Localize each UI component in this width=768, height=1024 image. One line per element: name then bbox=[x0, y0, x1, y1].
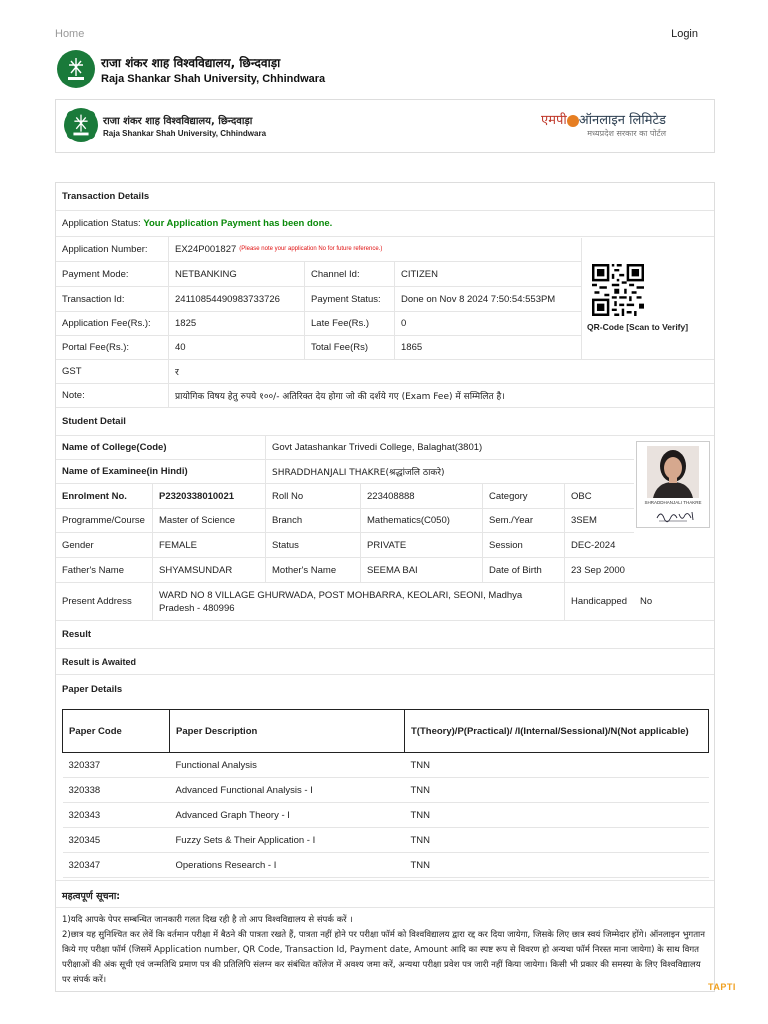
gst-row bbox=[56, 360, 714, 384]
table-row bbox=[63, 853, 709, 878]
receipt-header bbox=[55, 99, 715, 153]
college-row bbox=[56, 436, 634, 460]
qr-code-icon[interactable] bbox=[592, 264, 644, 316]
paper-code: 320343 bbox=[63, 803, 170, 828]
paper-type: TNN bbox=[405, 853, 709, 878]
top-nav bbox=[55, 28, 713, 42]
receipt-university-english: Raja Shankar Shah University, Chhindwara bbox=[103, 128, 267, 138]
status-value: Your Application Payment has been done. bbox=[143, 218, 333, 229]
application-fee-row bbox=[56, 312, 581, 336]
portal-fee-value: 40 bbox=[168, 336, 186, 359]
app-fee-value: 1825 bbox=[168, 312, 196, 335]
dob-label: Date of Birth bbox=[482, 558, 542, 582]
gender-row bbox=[56, 533, 714, 558]
father-label: Father's Name bbox=[62, 564, 125, 576]
result-heading: Result bbox=[62, 629, 92, 640]
gst-value: र bbox=[168, 360, 179, 383]
login-link[interactable]: Login bbox=[671, 28, 698, 40]
handicapped-value: No bbox=[640, 596, 653, 607]
paper-description: Fuzzy Sets & Their Application - I bbox=[170, 828, 405, 853]
notice-heading: महत्वपूर्ण सूचना: bbox=[62, 890, 121, 902]
late-fee-value: 0 bbox=[394, 312, 406, 335]
txn-id-value: 24110854490983733726 bbox=[168, 287, 280, 311]
col-paper-code: Paper Code bbox=[63, 710, 170, 753]
table-row bbox=[63, 803, 709, 828]
roll-label: Roll No bbox=[265, 484, 303, 508]
receipt-logo-icon bbox=[64, 108, 98, 142]
notice-divider bbox=[56, 880, 714, 881]
notice-text bbox=[62, 913, 708, 988]
examinee-row bbox=[56, 460, 634, 484]
col-paper-description: Paper Description bbox=[170, 710, 405, 753]
portal-fee-label: Portal Fee(Rs.): bbox=[62, 342, 130, 353]
college-label: Name of College(Code) bbox=[62, 442, 167, 453]
qr-code-panel bbox=[581, 238, 714, 360]
session-label: Session bbox=[482, 533, 523, 557]
payment-status-label: Payment Status: bbox=[304, 287, 381, 311]
student-photo-image bbox=[647, 446, 699, 498]
transaction-id-row bbox=[56, 287, 581, 312]
channel-value: CITIZEN bbox=[394, 262, 438, 286]
payment-mode-value: NETBANKING bbox=[168, 262, 237, 286]
receipt-university-hindi: राजा शंकर शाह विश्वविद्यालय, छिन्दवाड़ा bbox=[103, 115, 253, 127]
session-value: DEC-2024 bbox=[564, 533, 615, 557]
paper-code: 320337 bbox=[63, 753, 170, 778]
notice-line-2: 2)छात्र यह सुनिश्चित कर लेवें कि वर्तमान परीक्षा में बैठने की पात्रता रखते हैं, पात्रता नहीं होने पर परीक्षा फॉर्म को विश्वविद्यालय द्वारा रद्द कर दिया जायेगा, जिसके लिए छात्र स्वयं जिम्मेदार होंगे। ऑनलाइन भुगतान किये गए परीक्षा फॉर्म (जिसमें Application number, QR Code, Transaction Id, Payment date, Amount आदि का स्पष्ट रूप से विवरण हो अन्यथा फॉर्म निरस्त माना जायेगा) के साथ विगत परीक्षाओं की अंक सूची एवं जन्मतिथि प्रमाण पत्र की प्रतिलिपि संलग्न कर संबंधित कॉलेज में अवश्य जमा करें, अन्यथा परीक्षा प्रवेश पत्र जारी नहीं किया जायेगा। किसी भी प्रकार की समस्या के लिए विश्वविद्यालय पर संपर्क करें। bbox=[62, 930, 705, 985]
payment-mode-label: Payment Mode: bbox=[62, 268, 129, 280]
gst-label: GST bbox=[62, 366, 82, 377]
transaction-heading: Transaction Details bbox=[62, 191, 150, 202]
paper-code: 320345 bbox=[63, 828, 170, 853]
gender-label: Gender bbox=[62, 539, 94, 551]
portal-fee-row bbox=[56, 336, 581, 360]
address-row bbox=[56, 583, 714, 621]
app-fee-label: Application Fee(Rs.): bbox=[62, 318, 151, 329]
enrolment-row bbox=[56, 484, 634, 509]
paper-code: 320338 bbox=[63, 778, 170, 803]
category-label: Category bbox=[482, 484, 528, 508]
note-row bbox=[56, 384, 714, 408]
paper-table bbox=[62, 709, 709, 878]
note-value: प्रायोगिक विषय हेतु रुपये १००/- अतिरिक्त देय होगा जो की दर्शये गए (Exam Fee) में सम्मिलित है। bbox=[168, 384, 505, 407]
enrol-label: Enrolment No. bbox=[62, 490, 127, 502]
total-fee-value: 1865 bbox=[394, 336, 422, 359]
paper-type: TNN bbox=[405, 803, 709, 828]
paper-code: 320347 bbox=[63, 853, 170, 878]
payment-mode-row bbox=[56, 262, 581, 287]
app-no-value: EX24P001827 bbox=[175, 243, 237, 255]
tapti-watermark: TAPTI bbox=[708, 982, 736, 992]
note-label: Note: bbox=[62, 390, 85, 401]
paper-heading: Paper Details bbox=[62, 683, 123, 695]
application-number-row bbox=[56, 237, 581, 262]
mponline-title-left: एमपी bbox=[541, 113, 567, 128]
col-paper-type: T(Theory)/P(Practical)/ /I(Internal/Sessional)/N(Not applicable) bbox=[405, 710, 709, 753]
college-value: Govt Jatashankar Trivedi College, Balaghat(3801) bbox=[265, 436, 482, 459]
table-row bbox=[63, 753, 709, 778]
branch-value: Mathematics(C050) bbox=[360, 509, 450, 532]
payment-status-value: Done on Nov 8 2024 7:50:54:553PM bbox=[394, 287, 555, 311]
student-signature-image bbox=[655, 508, 697, 524]
programme-row bbox=[56, 509, 634, 533]
paper-description: Advanced Graph Theory - I bbox=[170, 803, 405, 828]
transaction-heading-row bbox=[56, 183, 714, 211]
notice-line-1: 1)यदि आपके पेपर सम्बन्धित जानकारी गलत दिख रही है तो आप विश्वविद्यालय से संपर्क करें । bbox=[62, 915, 353, 925]
mponline-subtitle: मध्यप्रदेश सरकार का पोर्टल bbox=[587, 129, 666, 138]
result-value: Result is Awaited bbox=[62, 656, 137, 667]
table-row bbox=[63, 778, 709, 803]
mponline-emblem-icon bbox=[567, 115, 579, 127]
mother-value: SEEMA BAI bbox=[360, 558, 418, 582]
mother-label: Mother's Name bbox=[265, 558, 336, 582]
paper-description: Operations Research - I bbox=[170, 853, 405, 878]
paper-type: TNN bbox=[405, 778, 709, 803]
mponline-title-right: ऑनलाइन लिमिटेड bbox=[578, 113, 666, 128]
mponline-logo bbox=[541, 110, 666, 139]
student-heading: Student Detail bbox=[62, 416, 126, 427]
table-row bbox=[63, 828, 709, 853]
university-name-english: Raja Shankar Shah University, Chhindwara bbox=[101, 72, 326, 85]
address-label: Present Address bbox=[62, 596, 132, 607]
receipt-university-brand bbox=[64, 108, 266, 142]
paper-description: Functional Analysis bbox=[170, 753, 405, 778]
parents-row bbox=[56, 558, 714, 583]
gender-value: FEMALE bbox=[152, 533, 197, 557]
father-value: SHYAMSUNDAR bbox=[152, 558, 232, 582]
channel-label: Channel Id: bbox=[304, 262, 360, 286]
university-name-hindi: राजा शंकर शाह विश्वविद्यालय, छिन्दवाड़ा bbox=[101, 55, 281, 70]
paper-type: TNN bbox=[405, 828, 709, 853]
notice-divider-2 bbox=[56, 907, 714, 908]
sem-value: 3SEM bbox=[564, 509, 597, 532]
roll-value: 223408888 bbox=[360, 484, 415, 508]
app-no-label: Application Number: bbox=[62, 243, 148, 255]
sem-label: Sem./Year bbox=[482, 509, 533, 532]
student-photo bbox=[636, 441, 710, 528]
examinee-label: Name of Examinee(in Hindi) bbox=[62, 466, 188, 477]
examinee-value: SHRADDHANJALI THAKRE(श्रद्धांजलि ठाकरे) bbox=[265, 460, 445, 483]
txn-id-label: Transaction Id: bbox=[62, 293, 125, 305]
late-fee-label: Late Fee(Rs.) bbox=[304, 312, 369, 335]
paper-type: TNN bbox=[405, 753, 709, 778]
category-value: OBC bbox=[564, 484, 592, 508]
address-value: WARD NO 8 VILLAGE GHURWADA, POST MOHBARRA, KEOLARI, SEONI, Madhya Pradesh - 480996 bbox=[152, 583, 542, 620]
dob-value: 23 Sep 2000 bbox=[564, 558, 625, 582]
status-label: Application Status: bbox=[62, 218, 141, 229]
paper-table-header bbox=[63, 710, 709, 753]
application-status-row bbox=[56, 211, 714, 237]
receipt-body bbox=[55, 182, 715, 992]
result-value-row bbox=[56, 649, 714, 675]
handicapped-label: Handicapped bbox=[564, 583, 627, 620]
paper-description: Advanced Functional Analysis - I bbox=[170, 778, 405, 803]
total-fee-label: Total Fee(Rs) bbox=[304, 336, 368, 359]
student-heading-row bbox=[56, 408, 714, 436]
status-label: Status bbox=[265, 533, 299, 557]
status-value: PRIVATE bbox=[360, 533, 406, 557]
paper-heading-row bbox=[56, 675, 714, 703]
enrol-value: P2320338010021 bbox=[152, 484, 234, 508]
branch-label: Branch bbox=[265, 509, 302, 532]
programme-value: Master of Science bbox=[152, 509, 235, 532]
qr-caption: QR-Code [Scan to Verify] bbox=[587, 322, 689, 332]
programme-label: Programme/Course bbox=[62, 515, 145, 526]
university-brand[interactable] bbox=[57, 50, 325, 88]
student-photo-name: SHRADDHANJALI THAKRE bbox=[644, 500, 702, 505]
app-no-note: (Please note your application No for future reference.) bbox=[239, 246, 383, 252]
result-heading-row bbox=[56, 621, 714, 649]
university-logo-icon bbox=[57, 50, 95, 88]
home-link[interactable]: Home bbox=[55, 28, 85, 40]
